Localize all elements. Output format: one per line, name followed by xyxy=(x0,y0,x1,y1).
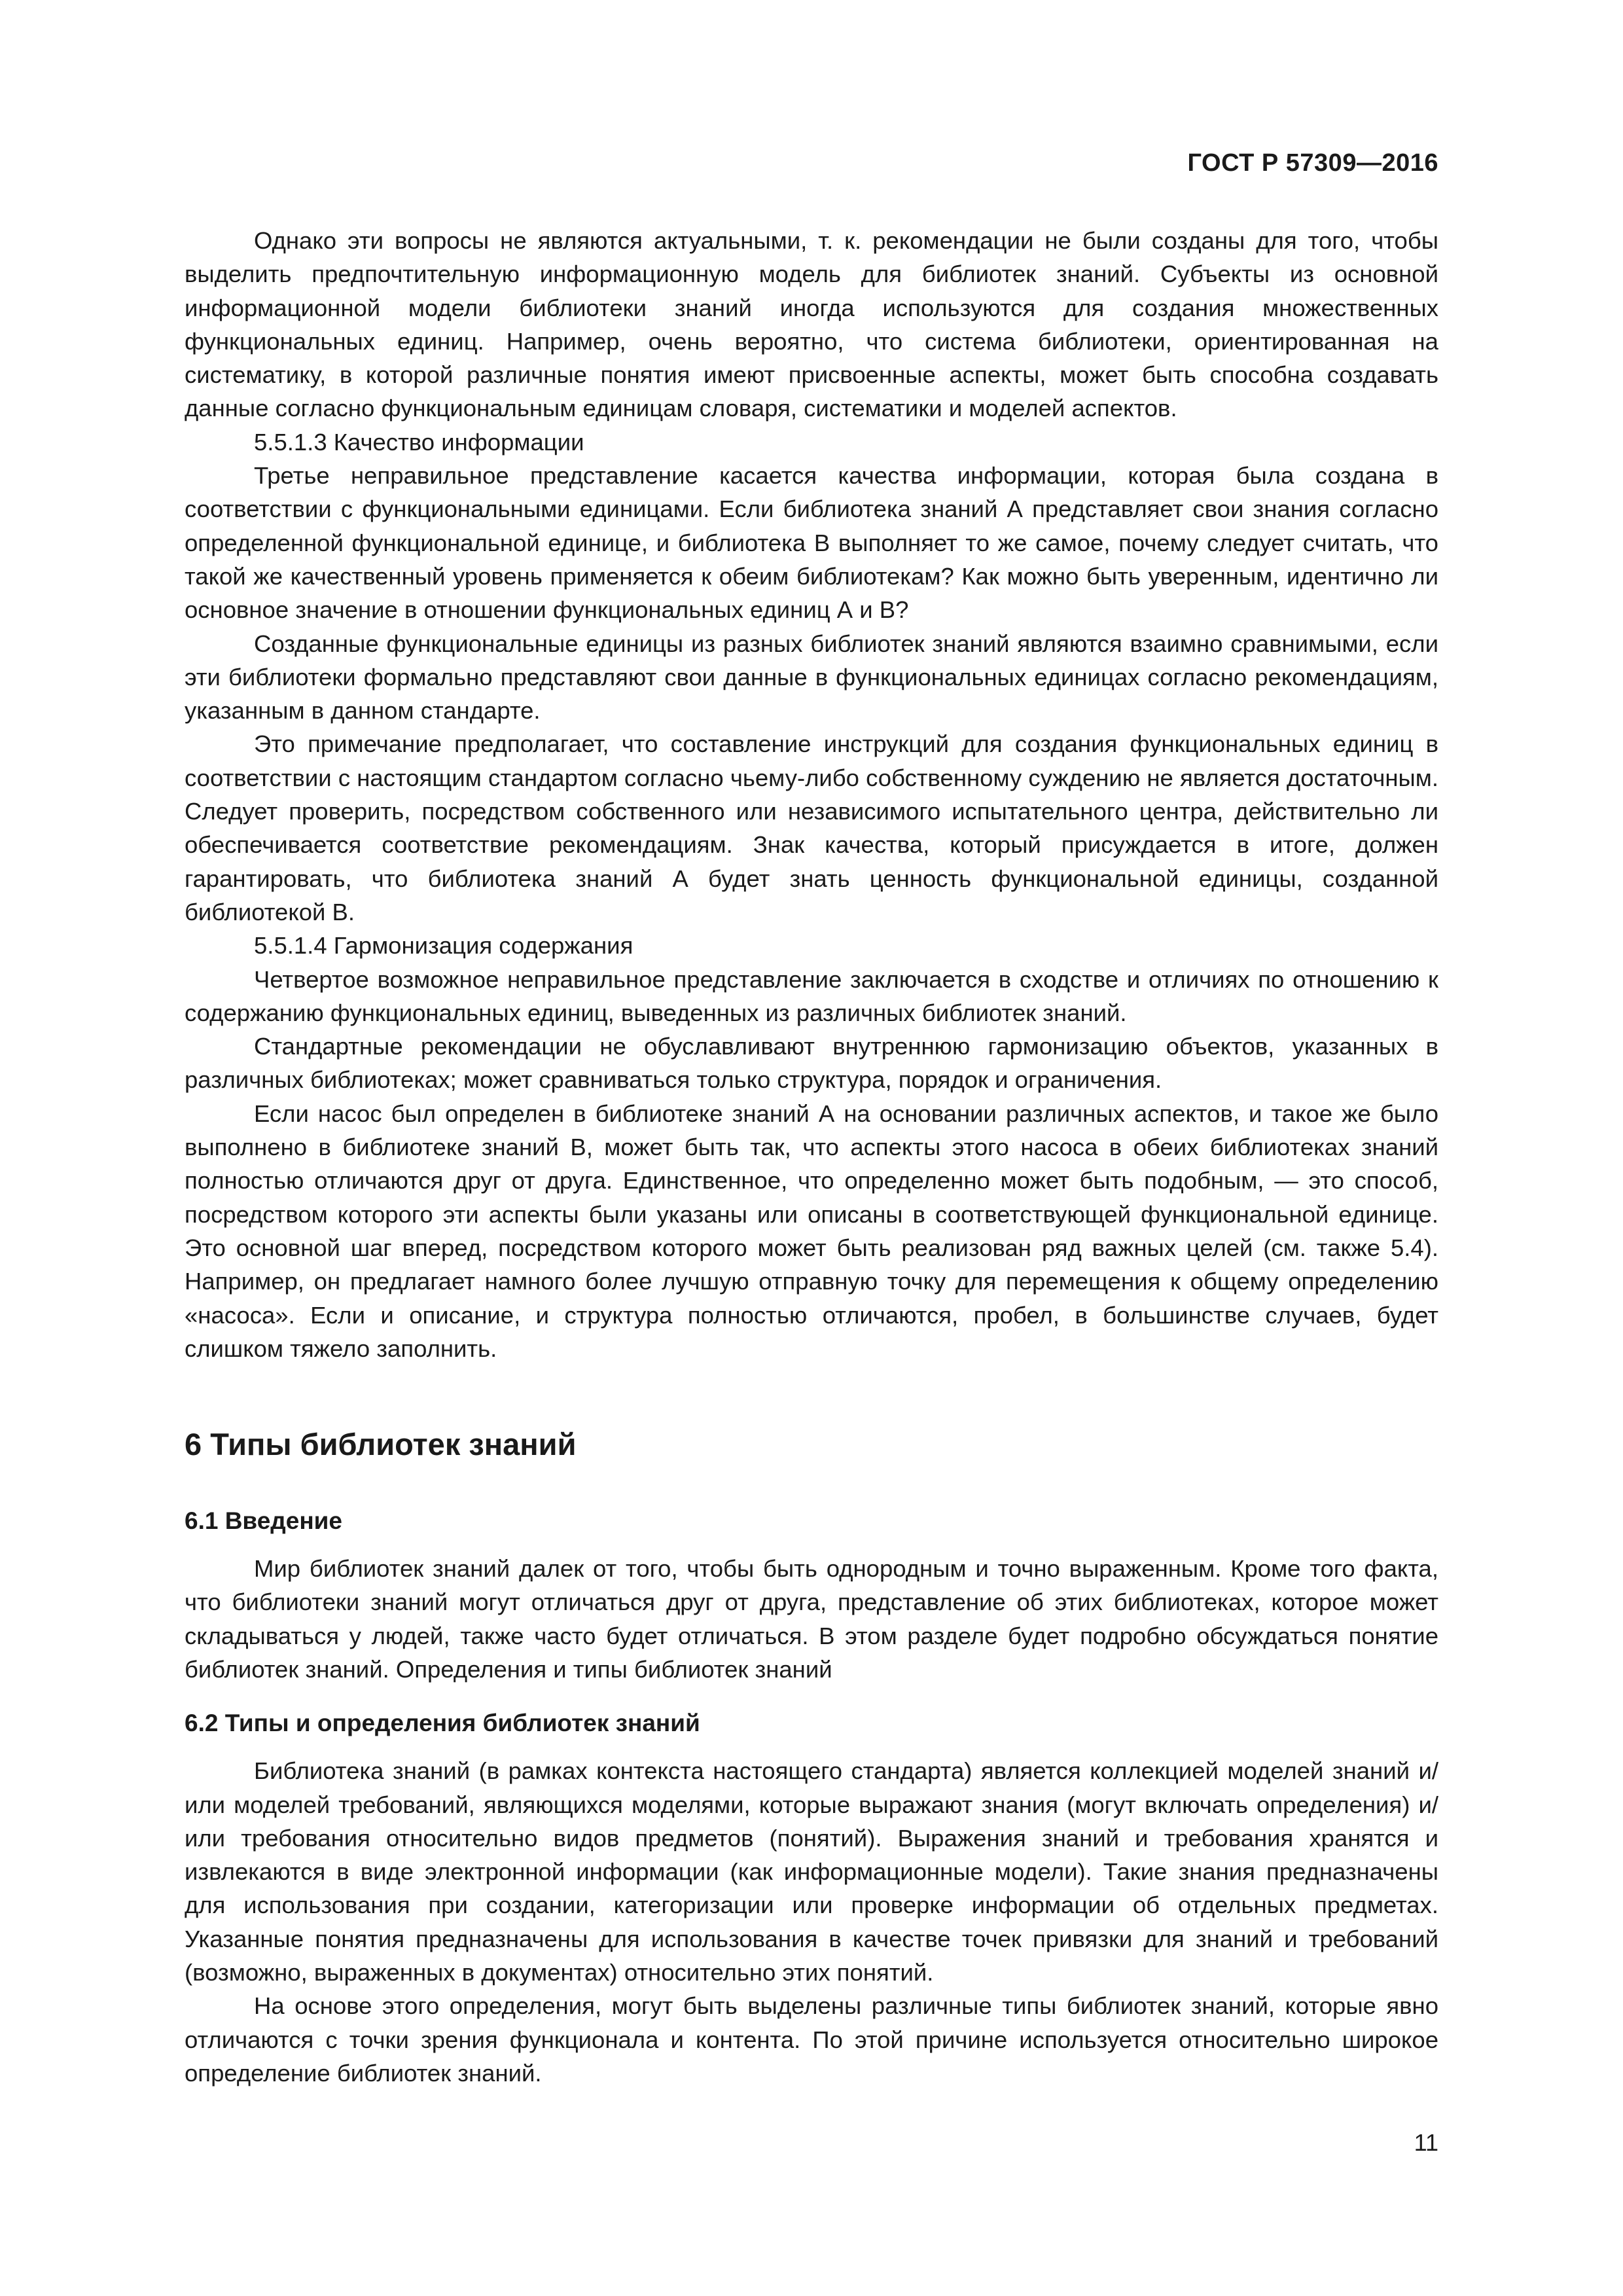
section-6-title: 6 Типы библиотек знаний xyxy=(185,1427,577,1462)
paragraph: Это примечание предполагает, что составление инструкций для создания функциональных единиц в соответствии с настоящим стандартом согласно чьему-либо собственному суждению не является достаточным. Следует проверить, посредством собственного или независимого испытательного центра, действительно ли обеспечивается соответствие рекомендациям. Знак качества, который присуждается в итоге, должен гарантировать, что библиотека знаний А будет знать ценность функциональной единицы, созданной библиотекой В. xyxy=(185,730,1438,925)
paragraph: Мир библиотек знаний далек от того, чтобы быть однородным и точно выраженным. Кроме того факта, что библиотеки знаний могут отличаться друг от друга, представление об этих библиотеках, которое может складываться у людей, также часто будет отличаться. В этом разделе будет подробно обсуждаться понятие библиотек знаний. Определения и типы библиотек знаний xyxy=(185,1555,1438,1683)
paragraph: Если насос был определен в библиотеке знаний А на основании различных аспектов, и такое же было выполнено в библиотеке знаний В, может быть так, что аспекты этого насоса в обеих библиотеках знаний полностью отличаются друг от друга. Единственное, что определенно может быть подобным, — это способ, посредством которого эти аспекты были указаны или описаны в соответствующей функциональной единице. Это основной шаг вперед, посредством которого может быть реализован ряд важных целей (см. также 5.4). Например, он предлагает намного более лучшую отправную точку для перемещения к общему определению «насоса». Если и описание, и структура полностью отличаются, пробел, в большинстве случаев, будет слишком тяжело заполнить. xyxy=(185,1100,1438,1362)
clause-heading-5-5-1-4: 5.5.1.4 Гармонизация содержания xyxy=(254,932,633,960)
page-number: 11 xyxy=(1414,2129,1438,2156)
clause-heading-5-5-1-3: 5.5.1.3 Качество информации xyxy=(254,428,584,456)
spacer xyxy=(185,1537,1438,1552)
paragraph: Третье неправильное представление касается качества информации, которая была создана в соответствии с функциональными единицами. Если библиотека знаний А представляет свои знания согласно определенной функциональной единице, и библиотека В выполняет то же самое, почему следует считать, что такой же качественный уровень применяется к обеим библиотекам? Как можно быть уверенным, идентично ли основное значение в отношении функциональных единиц А и В? xyxy=(185,462,1438,624)
paragraph: На основе этого определения, могут быть выделены различные типы библиотек знаний, которые явно отличаются с точки зрения функционала и контента. По этой причине используется относительно широкое определение библиотек знаний. xyxy=(185,1992,1438,2087)
spacer xyxy=(185,1740,1438,1754)
document-body xyxy=(185,224,1438,2090)
subsection-6-1-title: 6.1 Введение xyxy=(185,1507,343,1535)
subsection-6-2-title: 6.2 Типы и определения библиотек знаний xyxy=(185,1710,700,1737)
paragraph: Библиотека знаний (в рамках контекста настоящего стандарта) является коллекцией моделей знаний и/или моделей требований, являющихся моделями, которые выражают знания (могут включать определения) и/или требования относительно видов предметов (понятий). Выражения знаний и требования хранятся и извлекаются в виде электронной информации (как информационные модели). Такие знания предназначены для использования при создании, категоризации или проверке информации об отдельных предметах. Указанные понятия предназначены для использования в качестве точек привязки для знаний и требований (возможно, выраженных в документах) относительно этих понятий. xyxy=(185,1757,1438,1986)
paragraph: Однако эти вопросы не являются актуальными, т. к. рекомендации не были созданы для того, чтобы выделить предпочтительную информационную модель для библиотек знаний. Субъекты из основной информационной модели библиотеки знаний иногда используются для создания множественных функциональных единиц. Например, очень вероятно, что система библиотеки, ориентированная на систематику, в которой различные понятия имеют присвоенные аспекты, может быть способна создавать данные согласно функциональным единицам словаря, систематики и моделей аспектов. xyxy=(185,227,1438,422)
paragraph: Стандартные рекомендации не обуславливают внутреннюю гармонизацию объектов, указанных в различных библиотеках; может сравниваться только структура, порядок и ограничения. xyxy=(185,1033,1438,1094)
standard-code-header: ГОСТ Р 57309—2016 xyxy=(1187,149,1438,177)
paragraph: Созданные функциональные единицы из разных библиотек знаний являются взаимно сравнимыми, если эти библиотеки формально представляют свои данные в функциональных единицах согласно рекомендациям, указанным в данном стандарте. xyxy=(185,630,1438,725)
spacer xyxy=(185,1464,1438,1504)
paragraph: Четвертое возможное неправильное представление заключается в сходстве и отличиях по отношению к содержанию функциональных единиц, выведенных из различных библиотек знаний. xyxy=(185,965,1438,1026)
spacer xyxy=(185,1686,1438,1706)
